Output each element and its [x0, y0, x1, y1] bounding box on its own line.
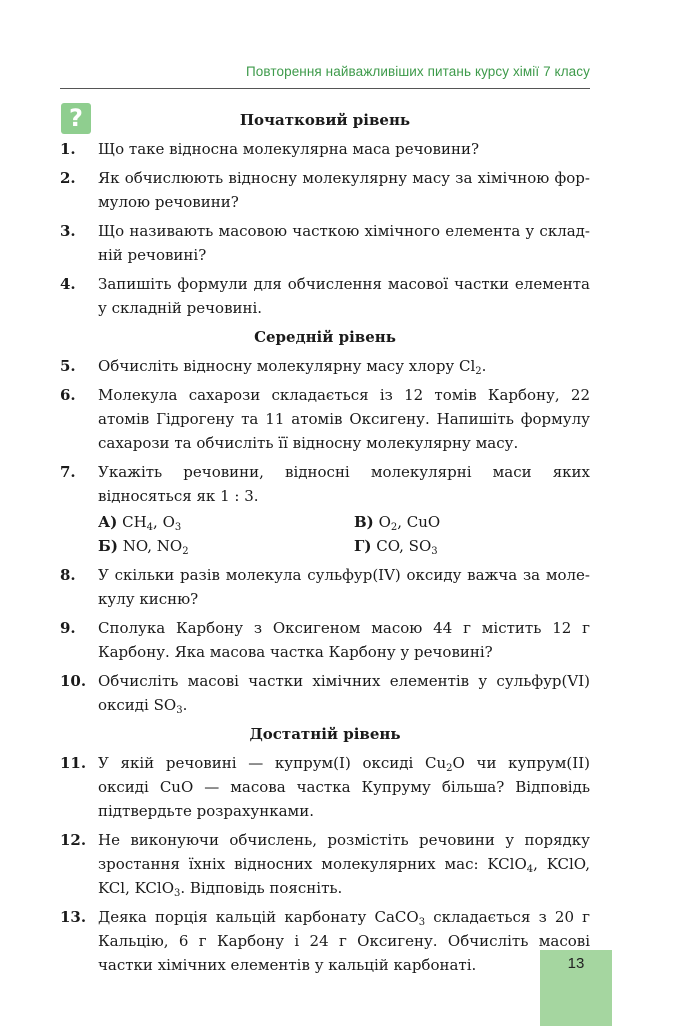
- question-mark-icon: ?: [61, 103, 91, 134]
- subscript: 3: [174, 888, 181, 899]
- question-number: 11.: [60, 754, 87, 772]
- question-text: Запишіть формули для обчислення масової частки елемента у складній речовині.: [98, 275, 590, 317]
- option-label: А): [98, 513, 118, 531]
- option-label: В): [354, 513, 374, 531]
- question-number: 1.: [60, 140, 76, 158]
- running-header: Повторення найважливіших питань курсу хімії 7 класу: [245, 64, 590, 79]
- question-item: [60, 219, 590, 267]
- question-text: Обчисліть відносну молекулярну масу хлору Cl: [98, 357, 476, 375]
- question-number: 4.: [60, 275, 76, 293]
- question-number: 8.: [60, 566, 76, 584]
- question-text: Сполука Карбону з Оксигеном масою 44 г містить 12 г Карбону. Яка масова частка Карбону у речовині?: [98, 619, 590, 661]
- header-rule: [60, 88, 590, 89]
- subscript: 2: [446, 763, 453, 774]
- option-b: [98, 534, 354, 558]
- section-heading-medium: Середній рівень: [254, 328, 396, 346]
- subscript: 3: [174, 522, 182, 533]
- section-heading-initial: Початковий рівень: [239, 111, 411, 129]
- question-number: 5.: [60, 357, 76, 375]
- option-formula: CH: [122, 513, 147, 531]
- option-v: [354, 510, 590, 534]
- question-item: [60, 669, 590, 717]
- option-formula: O: [378, 513, 391, 531]
- option-formula: , CuO: [397, 513, 441, 531]
- answer-options: [98, 510, 590, 558]
- subscript: 2: [475, 366, 482, 377]
- question-number: 3.: [60, 222, 76, 240]
- option-g: [354, 534, 590, 558]
- subscript: 3: [418, 917, 426, 928]
- question-item: [60, 166, 590, 214]
- question-item: [60, 905, 590, 977]
- question-item: [60, 751, 590, 823]
- question-text: У скільки разів молекула сульфур(IV) оксиду важча за молекулу кисню?: [98, 566, 590, 608]
- question-text-end: .: [182, 696, 188, 714]
- question-text: Не виконуючи обчислень, розмістіть речовини у порядку зростання їхніх відносних молекулярних мас: KClO: [98, 831, 590, 873]
- question-item: [60, 460, 590, 558]
- question-text: O чи купрум(II) оксиді CuO — масова частка Купруму більша? Відповідь підтвердьте розрахунками.: [98, 754, 590, 820]
- question-text: складається з 20 г Кальцію, 6 г Карбону і 24 г Оксигену. Обчисліть масові частки хімічних елементів у кальцій карбонаті.: [98, 908, 591, 974]
- option-label: Г): [354, 537, 372, 555]
- option-formula: NO, NO: [122, 537, 183, 555]
- question-text: Деяка порція кальцій карбонату CaCO: [98, 908, 419, 926]
- question-number: 13.: [60, 908, 87, 926]
- question-item: [60, 383, 590, 455]
- subscript: 4: [146, 522, 154, 533]
- question-number: 10.: [60, 672, 87, 690]
- question-item: [60, 828, 590, 900]
- question-text: Укажіть речовини, відносні молекулярні маси яких відносяться як 1 : 3.: [98, 463, 590, 505]
- question-text: , KClO, KCl, KClO: [98, 855, 590, 897]
- question-item: [60, 354, 590, 378]
- question-number: 2.: [60, 169, 76, 187]
- question-text: Як обчислюють відносну молекулярну масу за хімічною формулою речовини?: [98, 169, 590, 211]
- question-number: 9.: [60, 619, 76, 637]
- question-text: Що таке відносна молекулярна маса речовини?: [98, 140, 480, 158]
- subscript: 2: [390, 522, 398, 533]
- exercise-content: [60, 108, 590, 982]
- option-formula: CO, SO: [376, 537, 432, 555]
- question-number: 7.: [60, 463, 76, 481]
- question-number: 6.: [60, 386, 76, 404]
- question-text: У якій речовині — купрум(I) оксиді Cu: [98, 754, 447, 772]
- question-text: . Відповідь поясніть.: [180, 879, 343, 897]
- option-a: [98, 510, 354, 534]
- question-item: [60, 616, 590, 664]
- question-text: Молекула сахарози складається із 12 томів Карбону, 22 атомів Гідрогену та 11 атомів Оксигену. Напишіть формулу сахарози та обчисліть її відносну молекулярну масу.: [98, 386, 590, 452]
- question-number: 12.: [60, 831, 87, 849]
- question-item: [60, 563, 590, 611]
- question-item: [60, 137, 590, 161]
- subscript: 3: [176, 705, 183, 716]
- subscript: 3: [431, 546, 438, 557]
- question-text-end: .: [481, 357, 487, 375]
- subscript: 2: [182, 546, 189, 557]
- question-item: [60, 272, 590, 320]
- option-formula: , O: [153, 513, 175, 531]
- question-text: Що називають масовою часткою хімічного елемента у складній речовині?: [98, 222, 590, 264]
- question-text: Обчисліть масові частки хімічних елементів у сульфур(VI) оксиді SO: [98, 672, 590, 714]
- page-number: 13: [567, 955, 585, 972]
- subscript: 4: [526, 864, 534, 875]
- option-label: Б): [98, 537, 118, 555]
- section-heading-sufficient: Достатній рівень: [249, 725, 401, 743]
